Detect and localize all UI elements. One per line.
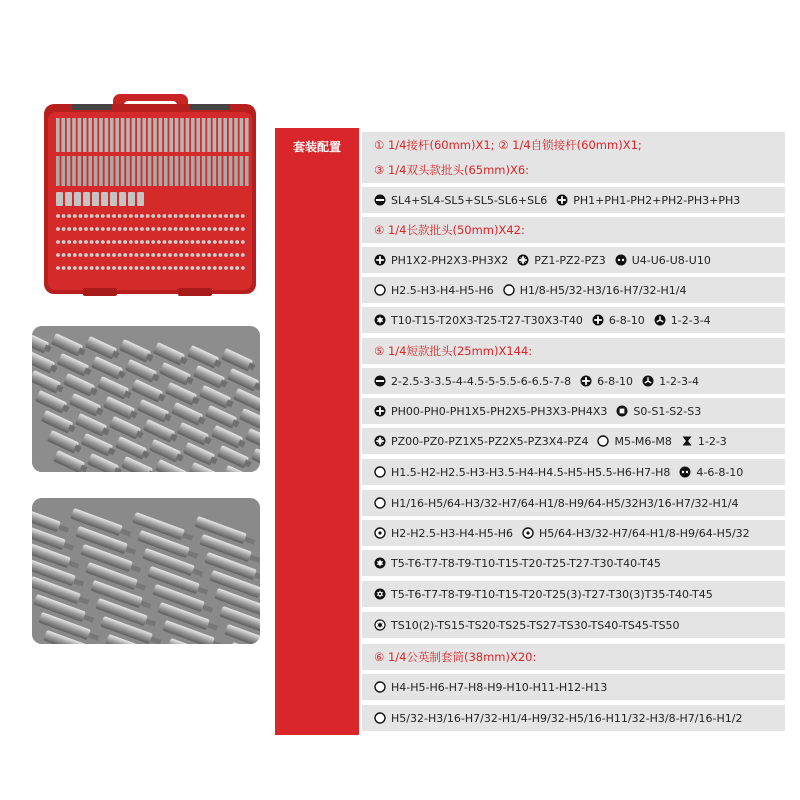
hex-icon xyxy=(597,435,609,447)
tri-wing-icon xyxy=(654,314,666,326)
torx-icon xyxy=(374,557,386,569)
spec-item xyxy=(374,194,547,207)
spec-item-text: ① 1/4接杆(60mm)X1; ② 1/4自锁接杆(60mm)X1; xyxy=(374,138,642,152)
clutch-icon xyxy=(681,435,693,447)
hex-icon xyxy=(374,284,386,296)
spec-item-text: ③ 1/4双头款批头(65mm)X6: xyxy=(374,163,530,177)
spec-item-text: T5-T6-T7-T8-T9-T10-T15-T20-T25-T27-T30-T40-T45 xyxy=(391,556,661,570)
spec-item-text: H5/64-H3/32-H7/64-H1/8-H9/64-H5/32 xyxy=(538,526,750,540)
spec-item xyxy=(642,375,699,388)
spec-item-text: H1/8-H5/32-H3/16-H7/32-H1/4 xyxy=(519,283,687,297)
spec-item-text: ⑥ 1/4公英制套筒(38mm)X20: xyxy=(374,650,537,664)
spanner-icon xyxy=(679,466,691,478)
spec-row xyxy=(362,550,785,576)
hex-icon xyxy=(374,712,386,724)
phillips-icon xyxy=(592,314,604,326)
spec-row xyxy=(362,277,785,303)
spec-row xyxy=(362,428,785,454)
spec-item-text: 1-2-3 xyxy=(697,434,727,448)
spec-row xyxy=(362,307,785,333)
hex-tamper-icon xyxy=(522,527,534,539)
spec-item-text: 1-2-3-4 xyxy=(670,313,711,327)
spec-item-text: H5/32-H3/16-H7/32-H1/4-H9/32-H5/16-H11/32-H3/8-H7/16-H1/2 xyxy=(391,711,743,725)
spec-section-row xyxy=(362,132,785,158)
spec-item xyxy=(374,435,588,448)
torx-plus-icon xyxy=(374,619,386,631)
spec-row xyxy=(362,612,785,638)
spec-item xyxy=(597,435,671,448)
spec-item xyxy=(616,405,701,418)
spec-item-text: PH1X2-PH2X3-PH3X2 xyxy=(391,253,509,267)
spec-section-row xyxy=(362,644,785,670)
square-icon xyxy=(616,405,628,417)
spec-item-text: ④ 1/4长款批头(50mm)X42: xyxy=(374,223,525,237)
spec-row xyxy=(362,674,785,700)
hex-icon xyxy=(374,497,386,509)
spec-item xyxy=(517,254,605,267)
spec-item-text: M5-M6-M8 xyxy=(614,434,672,448)
spec-row xyxy=(362,187,785,213)
torx-icon xyxy=(374,314,386,326)
spec-item xyxy=(374,162,529,178)
pozidriv-icon xyxy=(374,435,386,447)
spec-item-text: 1-2-3-4 xyxy=(659,374,699,388)
spec-item xyxy=(374,557,661,570)
spec-section-row xyxy=(362,157,785,183)
spec-row xyxy=(362,581,785,607)
spec-item xyxy=(374,375,571,388)
slotted-icon xyxy=(374,194,386,206)
spec-item xyxy=(592,314,645,327)
spec-item xyxy=(654,314,711,327)
spec-item-text: 6-8-10 xyxy=(597,374,634,388)
spec-item xyxy=(374,284,494,297)
hex-icon xyxy=(503,284,515,296)
spec-item xyxy=(679,466,743,479)
spec-item-text: ⑤ 1/4短款批头(25mm)X144: xyxy=(374,344,533,358)
phillips-icon xyxy=(374,405,386,417)
spec-row xyxy=(362,368,785,394)
slotted-icon xyxy=(374,375,386,387)
spec-item xyxy=(374,466,670,479)
spec-table xyxy=(275,128,785,735)
spec-item xyxy=(374,343,532,359)
spec-item-text: PZ00-PZ0-PZ1X5-PZ2X5-PZ3X4-PZ4 xyxy=(391,434,589,448)
spec-item xyxy=(615,254,711,267)
spec-row xyxy=(362,247,785,273)
torx-tamper-icon xyxy=(374,588,386,600)
spec-row xyxy=(362,705,785,731)
spec-item-text: PH00-PH0-PH1X5-PH2X5-PH3X3-PH4X3 xyxy=(391,404,608,418)
spec-item xyxy=(374,712,742,725)
spec-row xyxy=(362,398,785,424)
pozidriv-icon xyxy=(517,254,529,266)
spec-item xyxy=(374,137,642,153)
spanner-icon xyxy=(615,254,627,266)
spec-item xyxy=(374,527,513,540)
phillips-icon xyxy=(556,194,568,206)
spec-item-text: U4-U6-U8-U10 xyxy=(631,253,711,267)
spec-section-row xyxy=(362,217,785,243)
spec-item-text: 4-6-8-10 xyxy=(696,465,744,479)
spec-item-text: H2.5-H3-H4-H5-H6 xyxy=(391,283,494,297)
hex-icon xyxy=(374,466,386,478)
spec-item-text: H1.5-H2-H2.5-H3-H3.5-H4-H4.5-H5-H5.5-H6-H7-H8 xyxy=(391,465,671,479)
spec-item-text: T5-T6-T7-T8-T9-T10-T15-T20-T25(3)-T27-T30(3)T35-T40-T45 xyxy=(391,587,713,601)
phillips-icon xyxy=(580,375,592,387)
spec-item xyxy=(374,588,713,601)
hex-tamper-icon xyxy=(374,527,386,539)
spec-sidebar xyxy=(275,128,359,735)
spec-item xyxy=(580,375,633,388)
spec-item-text: H1/16-H5/64-H3/32-H7/64-H1/8-H9/64-H5/32H3/16-H7/32-H1/4 xyxy=(391,496,739,510)
spec-item-text: TS10(2)-TS15-TS20-TS25-TS27-TS30-TS40-TS45-TS50 xyxy=(391,618,680,632)
phillips-icon xyxy=(374,254,386,266)
spec-item-text: 6-8-10 xyxy=(608,313,645,327)
spec-item xyxy=(374,497,739,510)
spec-row xyxy=(362,490,785,516)
spec-item xyxy=(374,254,508,267)
spec-item-text: SL4+SL4-SL5+SL5-SL6+SL6 xyxy=(391,193,548,207)
spec-item xyxy=(374,681,607,694)
hex-icon xyxy=(374,681,386,693)
spec-item-text: PH1+PH1-PH2+PH2-PH3+PH3 xyxy=(573,193,741,207)
spec-item-text: PZ1-PZ2-PZ3 xyxy=(534,253,606,267)
spec-item xyxy=(374,619,680,632)
spec-item-text: 2-2.5-3-3.5-4-4.5-5-5.5-6-6.5-7-8 xyxy=(391,374,572,388)
tri-wing-icon xyxy=(642,375,654,387)
spec-item-text: T10-T15-T20X3-T25-T27-T30X3-T40 xyxy=(391,313,583,327)
spec-item-text: H4-H5-H6-H7-H8-H9-H10-H11-H12-H13 xyxy=(391,680,608,694)
spec-item xyxy=(374,314,583,327)
spec-header: 套装配置 xyxy=(292,140,341,154)
spec-item xyxy=(681,435,727,448)
spec-item xyxy=(374,649,536,665)
spec-section-row xyxy=(362,338,785,364)
spec-item xyxy=(503,284,687,297)
spec-item-text: H2-H2.5-H3-H4-H5-H6 xyxy=(391,526,513,540)
spec-item xyxy=(522,527,750,540)
spec-item-text: S0-S1-S2-S3 xyxy=(633,404,702,418)
spec-row xyxy=(362,520,785,546)
spec-item xyxy=(374,222,525,238)
case-photo xyxy=(28,92,270,297)
spec-row xyxy=(362,459,785,485)
spec-item xyxy=(374,405,607,418)
bits-closeup-photo-top xyxy=(32,326,260,472)
spec-item xyxy=(556,194,740,207)
bits-closeup-photo-bottom xyxy=(32,498,260,644)
